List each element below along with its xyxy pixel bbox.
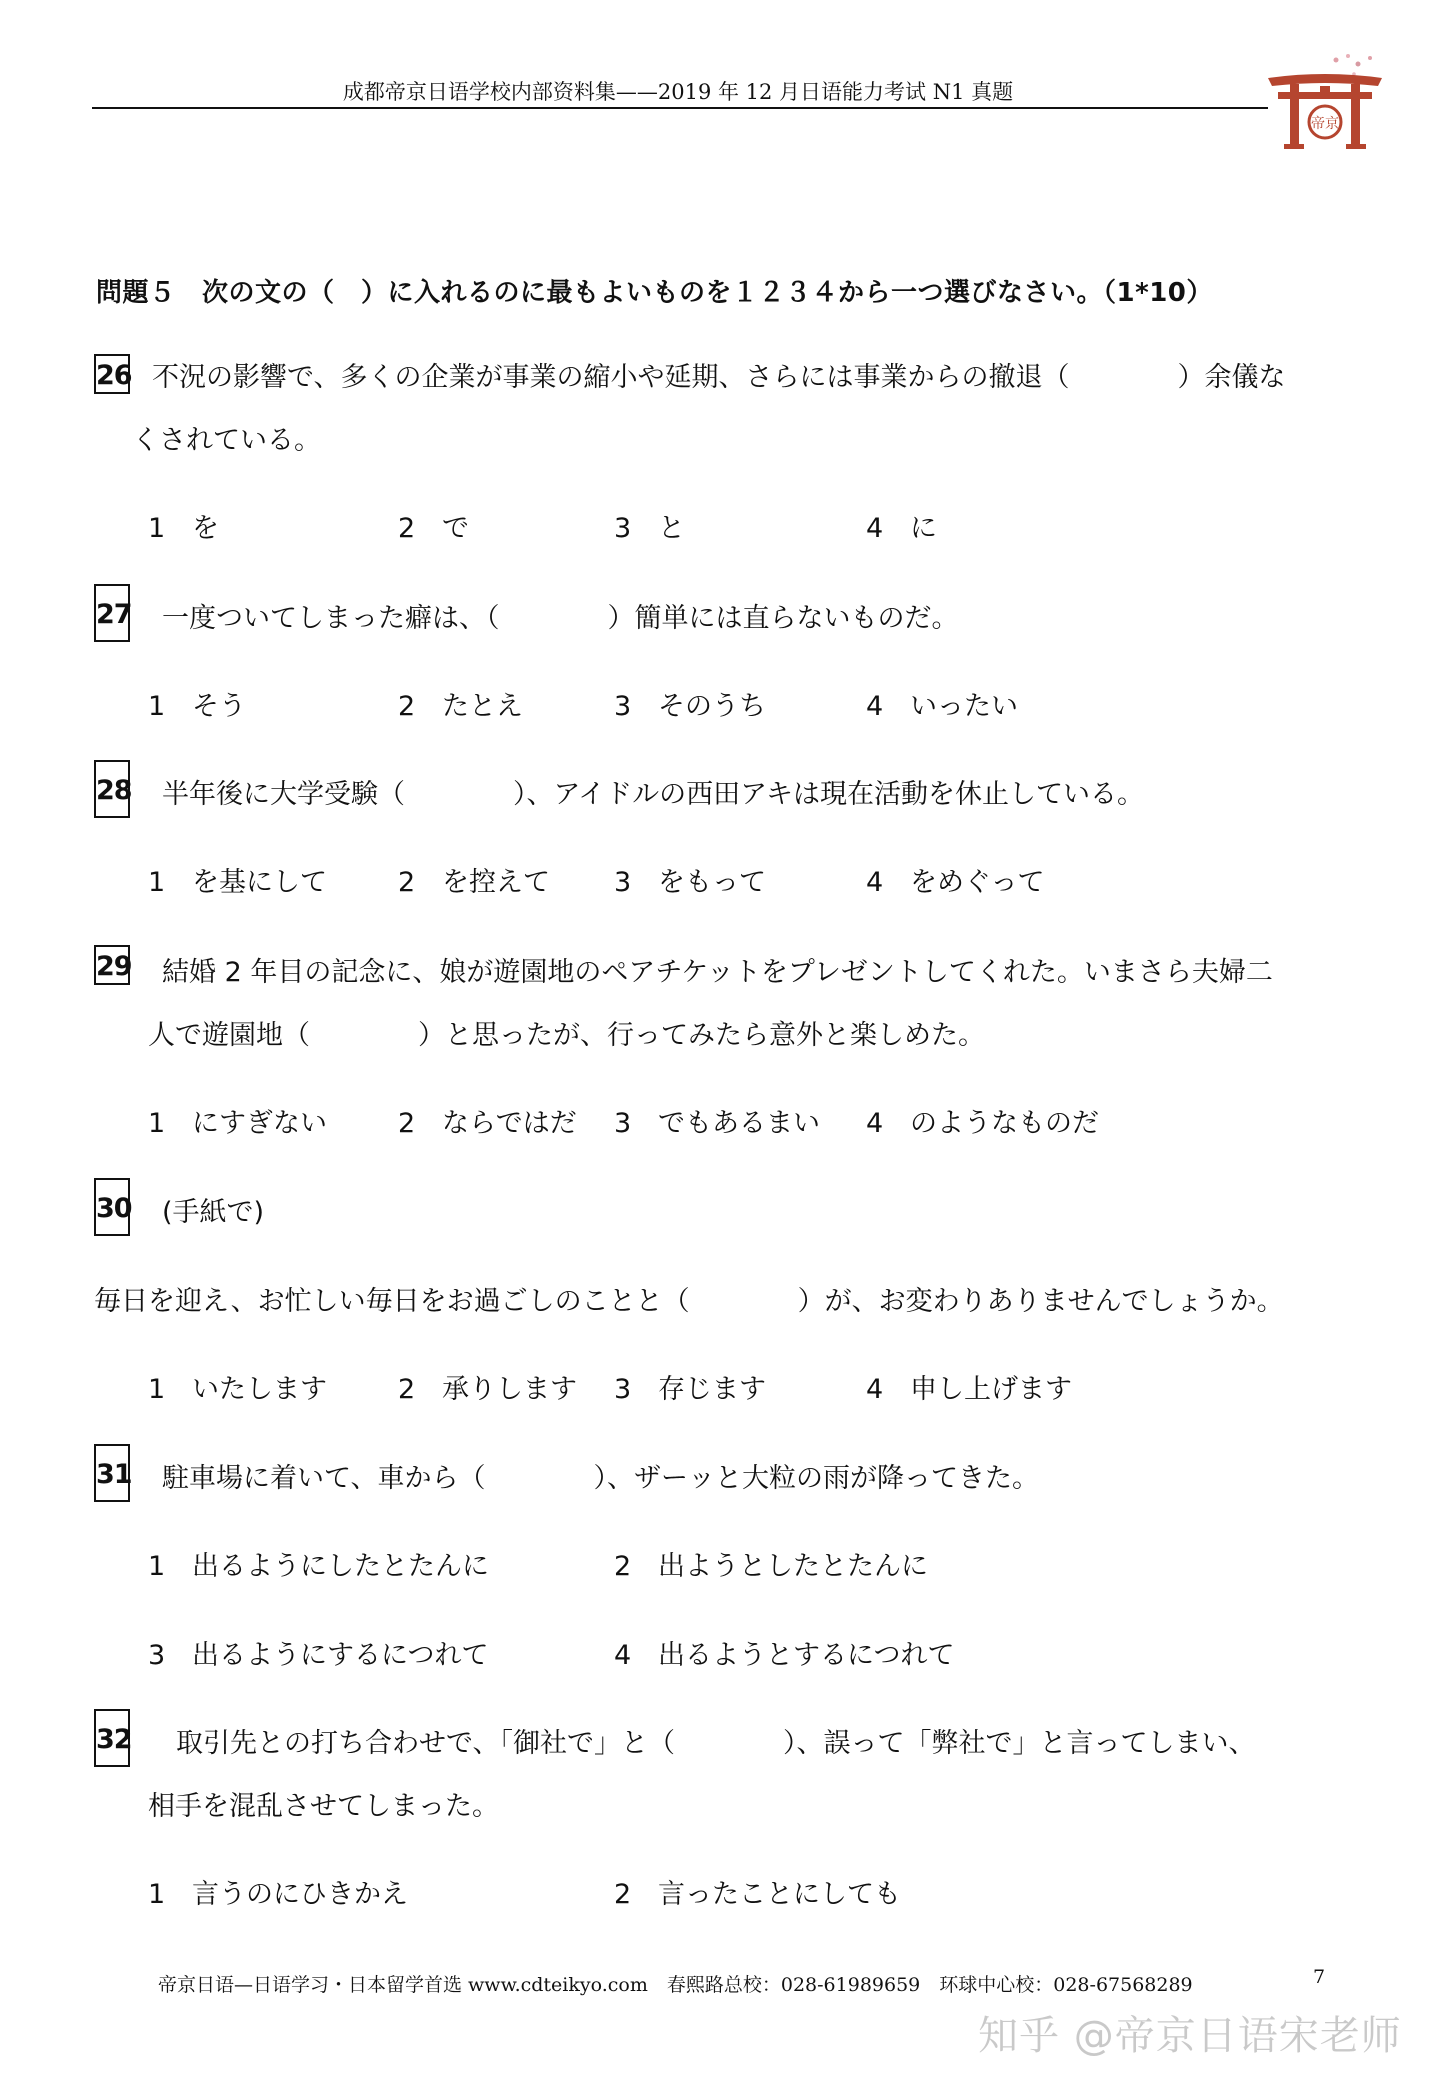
option-number: 2 <box>398 691 416 722</box>
question-26-line-1: 不況の影響で、多くの企業が事業の縮小や延期、さらには事業からの撤退（ ）余儀な <box>152 362 1286 393</box>
option-number: 4 <box>614 1640 632 1671</box>
option-number: 3 <box>614 691 632 722</box>
option-text: そのうち <box>658 691 766 722</box>
option-31-3[interactable] <box>148 1633 488 1672</box>
question-number-29: 29 <box>94 945 130 985</box>
question-number-31: 31 <box>94 1444 130 1502</box>
option-text: いったい <box>910 691 1018 722</box>
question-29-line-1: 結婚 2 年目の記念に、娘が遊園地のペアチケットをプレゼントしてくれた。いまさら夫婦二 <box>162 957 1273 988</box>
option-text: と <box>658 513 685 544</box>
option-31-2[interactable] <box>614 1544 928 1583</box>
question-number-30: 30 <box>94 1178 130 1236</box>
option-26-2[interactable] <box>398 506 469 545</box>
option-number: 4 <box>866 1108 884 1139</box>
option-number: 2 <box>398 513 416 544</box>
option-number: 3 <box>614 867 632 898</box>
question-number-28: 28 <box>94 760 130 818</box>
option-text: 出るようにしたとたんに <box>192 1551 489 1582</box>
option-28-2[interactable] <box>398 860 550 899</box>
option-number: 4 <box>866 691 884 722</box>
option-number: 1 <box>148 1374 166 1405</box>
option-26-4[interactable] <box>866 506 937 545</box>
question-32-line-2: 相手を混乱させてしまった。 <box>148 1791 499 1822</box>
question-28-line-1: 半年後に大学受験（ ）、アイドルの西田アキは現在活動を休止している。 <box>162 779 1144 810</box>
option-28-1[interactable] <box>148 860 327 899</box>
option-29-2[interactable] <box>398 1101 577 1140</box>
option-number: 1 <box>148 867 166 898</box>
question-26-line-2: くされている。 <box>132 425 321 456</box>
option-number: 3 <box>614 1108 632 1139</box>
option-text: 出るようとするにつれて <box>658 1640 955 1671</box>
option-30-4[interactable] <box>866 1367 1072 1406</box>
option-number: 4 <box>866 1374 884 1405</box>
option-32-2[interactable] <box>614 1872 901 1911</box>
option-number: 4 <box>866 513 884 544</box>
option-30-1[interactable] <box>148 1367 327 1406</box>
option-text: ならではだ <box>442 1108 577 1139</box>
option-text: を基にして <box>192 867 327 898</box>
page-header-title: 成都帝京日语学校内部资料集——2019 年 12 月日语能力考试 N1 真题 <box>342 80 1014 104</box>
question-27-line-1: 一度ついてしまった癖は、（ ）簡単には直らないものだ。 <box>162 603 959 634</box>
question-number-26: 26 <box>94 354 130 394</box>
logo-text: 帝京 <box>1311 116 1339 132</box>
option-26-3[interactable] <box>614 506 685 545</box>
option-28-3[interactable] <box>614 860 766 899</box>
question-30-line-1: (手紙で) <box>162 1197 265 1228</box>
option-text: で <box>442 513 469 544</box>
header-rule <box>92 107 1268 109</box>
question-30-line-2: 毎日を迎え、お忙しい毎日をお過ごしのことと（ ）が、お変わりありませんでしょうか。 <box>94 1286 1284 1317</box>
option-text: に <box>910 513 937 544</box>
option-text: にすぎない <box>192 1108 327 1139</box>
option-number: 1 <box>148 1551 166 1582</box>
option-text: をもって <box>658 867 766 898</box>
option-text: 存じます <box>658 1374 766 1405</box>
option-32-1[interactable] <box>148 1872 408 1911</box>
option-text: 出ようとしたとたんに <box>658 1551 928 1582</box>
option-text: 承りします <box>442 1374 577 1405</box>
option-text: 言ったことにしても <box>658 1879 901 1910</box>
option-30-2[interactable] <box>398 1367 577 1406</box>
option-text: をめぐって <box>910 867 1045 898</box>
option-31-1[interactable] <box>148 1544 489 1583</box>
torii-logo-icon <box>1266 52 1384 152</box>
option-number: 3 <box>148 1640 166 1671</box>
option-26-1[interactable] <box>148 506 219 545</box>
option-29-1[interactable] <box>148 1101 327 1140</box>
option-text: でもあるまい <box>658 1108 820 1139</box>
page-footer: 帝京日语—日语学习・日本留学首选 www.cdteikyo.com 春熙路总校：028-61989659 环球中心校：028-67568289 <box>158 1974 1193 1996</box>
option-text: そう <box>192 691 246 722</box>
page-number: 7 <box>1313 1966 1326 1988</box>
option-number: 3 <box>614 1374 632 1405</box>
option-29-4[interactable] <box>866 1101 1099 1140</box>
option-number: 2 <box>614 1879 632 1910</box>
option-text: 申し上げます <box>910 1374 1072 1405</box>
option-number: 1 <box>148 1879 166 1910</box>
option-number: 1 <box>148 1108 166 1139</box>
option-number: 2 <box>398 867 416 898</box>
section-instruction: 問題５ 次の文の（ ）に入れるのに最もよいものを１２３４から一つ選びなさい。（1*10） <box>96 278 1213 308</box>
option-number: 4 <box>866 867 884 898</box>
option-28-4[interactable] <box>866 860 1044 899</box>
option-text: たとえ <box>442 691 523 722</box>
question-number-32: 32 <box>94 1709 130 1767</box>
option-27-2[interactable] <box>398 684 523 723</box>
question-number-27: 27 <box>94 584 130 642</box>
option-text: 言うのにひきかえ <box>192 1879 408 1910</box>
option-27-1[interactable] <box>148 684 246 723</box>
option-text: いたします <box>192 1374 327 1405</box>
option-number: 2 <box>614 1551 632 1582</box>
question-29-line-2: 人で遊園地（ ）と思ったが、行ってみたら意外と楽しめた。 <box>148 1020 985 1051</box>
option-text: のようなものだ <box>910 1108 1099 1139</box>
option-31-4[interactable] <box>614 1633 954 1672</box>
question-32-line-1: 取引先との打ち合わせで、「御社で」と（ ）、誤って「弊社で」と言ってしまい、 <box>176 1728 1256 1759</box>
watermark: 知乎 @帝京日语宋老师 <box>978 2013 1402 2059</box>
option-number: 1 <box>148 691 166 722</box>
option-number: 2 <box>398 1374 416 1405</box>
option-text: を控えて <box>442 867 550 898</box>
option-text: を <box>192 513 219 544</box>
option-number: 3 <box>614 513 632 544</box>
option-27-3[interactable] <box>614 684 766 723</box>
question-31-line-1: 駐車場に着いて、車から（ ）、ザーッと大粒の雨が降ってきた。 <box>162 1463 1039 1494</box>
option-text: 出るようにするにつれて <box>192 1640 489 1671</box>
option-number: 1 <box>148 513 166 544</box>
option-number: 2 <box>398 1108 416 1139</box>
option-29-3[interactable] <box>614 1101 820 1140</box>
option-30-3[interactable] <box>614 1367 766 1406</box>
option-27-4[interactable] <box>866 684 1018 723</box>
